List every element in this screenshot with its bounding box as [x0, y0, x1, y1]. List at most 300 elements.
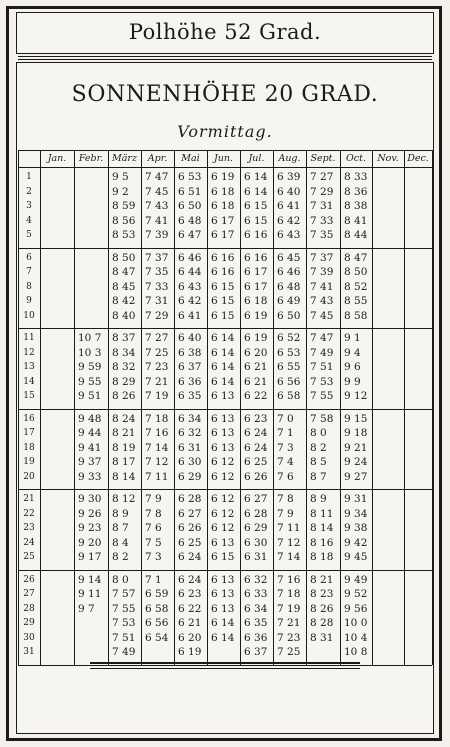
time-value: 6 24	[178, 573, 202, 586]
time-value: 9 26	[78, 507, 102, 520]
day-number: 19	[23, 457, 35, 467]
time-value: 6 31	[178, 441, 202, 454]
time-value: 6 29	[178, 470, 202, 483]
time-value: 9 55	[78, 375, 102, 388]
column-rule	[306, 150, 307, 665]
header-rule-upper	[18, 150, 432, 151]
time-value: 7 31	[310, 200, 334, 212]
time-value: 8 26	[112, 390, 136, 402]
time-value: 6 13	[211, 588, 235, 600]
time-value: 6 14	[211, 346, 235, 359]
time-value: 6 37	[244, 646, 268, 658]
column-rule	[18, 150, 19, 665]
time-value: 8 33	[344, 171, 368, 183]
group-rule	[18, 489, 432, 490]
month-header: Mai	[181, 153, 200, 164]
time-value: 6 34	[244, 602, 268, 615]
time-value: 6 19	[211, 171, 235, 183]
time-value: 6 39	[277, 171, 301, 183]
time-value: 6 14	[211, 375, 235, 388]
time-value: 10 4	[344, 631, 368, 644]
time-value: 6 16	[211, 251, 235, 264]
time-value: 7 3	[145, 551, 162, 563]
time-value: 9 24	[344, 456, 368, 468]
time-value: 8 47	[344, 251, 368, 264]
day-number: 23	[23, 523, 35, 533]
time-value: 7 41	[145, 214, 169, 227]
time-value: 6 14	[244, 171, 268, 183]
time-value: 8 21	[112, 427, 136, 439]
time-value: 6 34	[178, 412, 202, 425]
time-value: 8 59	[112, 200, 136, 212]
time-value: 7 39	[310, 266, 334, 278]
time-value: 7 53	[310, 375, 334, 388]
time-value: 8 58	[344, 309, 368, 322]
time-value: 6 53	[178, 171, 202, 183]
time-value: 6 14	[211, 332, 235, 344]
time-value: 6 32	[178, 427, 202, 439]
table-subtitle: Vormittag.	[177, 122, 273, 141]
time-value: 9 30	[78, 493, 102, 505]
column-rule	[240, 150, 241, 665]
time-value: 9 45	[344, 551, 368, 563]
time-value: 7 23	[145, 361, 169, 373]
time-value: 9 33	[78, 470, 102, 483]
time-value: 6 48	[277, 280, 301, 293]
time-value: 6 36	[178, 375, 202, 388]
month-header: Jun.	[213, 153, 234, 164]
month-header: Oct.	[346, 153, 366, 164]
time-value: 7 14	[277, 551, 301, 563]
time-value: 8 40	[112, 309, 136, 322]
time-value: 6 35	[244, 617, 268, 629]
time-value: 6 18	[211, 185, 235, 198]
time-value: 8 50	[112, 251, 136, 264]
time-value: 6 12	[211, 456, 235, 468]
time-value: 9 7	[78, 602, 95, 615]
column-rule	[207, 150, 208, 665]
time-value: 9 17	[78, 551, 102, 563]
time-value: 9 37	[78, 456, 102, 468]
day-number: 1	[26, 172, 32, 182]
time-value: 7 12	[145, 456, 169, 468]
time-value: 6 24	[244, 441, 268, 454]
time-value: 6 16	[244, 251, 268, 264]
day-number: 24	[23, 537, 35, 548]
time-value: 8 41	[344, 214, 368, 227]
time-value: 8 4	[112, 536, 129, 549]
time-value: 6 32	[244, 573, 268, 586]
time-value: 9 15	[344, 412, 368, 425]
column-rule	[108, 150, 109, 665]
time-value: 7 37	[310, 251, 334, 264]
time-value: 6 18	[211, 200, 235, 212]
time-value: 8 2	[112, 551, 129, 563]
time-value: 7 39	[145, 229, 169, 241]
time-value: 8 9	[310, 493, 327, 505]
time-value: 7 41	[310, 280, 334, 293]
time-value: 6 15	[211, 551, 235, 563]
time-value: 7 3	[277, 441, 294, 454]
time-value: 10 7	[78, 332, 102, 344]
time-value: 6 17	[211, 214, 235, 227]
time-value: 9 51	[78, 390, 102, 402]
time-value: 8 34	[112, 346, 136, 359]
time-value: 6 51	[178, 185, 202, 198]
time-value: 6 12	[211, 507, 235, 520]
time-value: 7 27	[145, 332, 169, 344]
time-value: 6 15	[244, 214, 268, 227]
time-value: 7 27	[310, 171, 334, 183]
time-value: 9 41	[78, 441, 102, 454]
time-value: 9 6	[344, 361, 361, 373]
column-rule	[141, 150, 142, 665]
time-value: 6 13	[211, 573, 235, 586]
time-value: 9 42	[344, 536, 368, 549]
time-value: 6 20	[244, 346, 268, 359]
column-rule	[174, 150, 175, 665]
time-value: 6 59	[145, 588, 169, 600]
time-value: 8 53	[112, 229, 136, 241]
time-value: 7 12	[277, 536, 301, 549]
time-value: 7 6	[277, 470, 294, 483]
time-value: 6 43	[277, 229, 301, 241]
time-value: 8 7	[310, 470, 327, 483]
column-rule	[40, 150, 41, 665]
time-value: 8 31	[310, 631, 334, 644]
time-value: 8 29	[112, 375, 136, 388]
time-value: 6 22	[178, 602, 202, 615]
day-number: 27	[23, 589, 35, 599]
time-value: 7 16	[145, 427, 169, 439]
time-value: 8 18	[310, 551, 334, 563]
time-value: 7 4	[277, 456, 294, 468]
time-value: 6 28	[244, 507, 268, 520]
day-number: 17	[23, 428, 35, 438]
time-value: 8 7	[112, 522, 129, 534]
time-value: 7 35	[145, 266, 169, 278]
time-value: 6 12	[211, 493, 235, 505]
time-value: 6 21	[244, 361, 268, 373]
month-header: Apr.	[147, 153, 168, 164]
header-title: Polhöhe 52 Grad.	[128, 20, 322, 44]
time-value: 7 45	[145, 185, 169, 198]
time-value: 7 47	[145, 171, 169, 183]
time-value: 6 17	[244, 266, 268, 278]
time-value: 6 16	[211, 266, 235, 278]
day-number: 11	[23, 333, 35, 343]
time-value: 8 0	[310, 427, 327, 439]
time-value: 8 11	[310, 507, 334, 520]
group-rule	[18, 409, 432, 410]
time-value: 8 50	[344, 266, 368, 278]
time-value: 7 18	[145, 412, 169, 425]
time-value: 8 45	[112, 280, 136, 293]
time-value: 6 25	[244, 456, 268, 468]
time-value: 6 20	[178, 631, 202, 644]
day-number: 26	[23, 574, 35, 585]
column-rule	[74, 150, 75, 665]
day-number: 14	[23, 376, 35, 387]
time-value: 6 19	[244, 309, 268, 322]
time-value: 9 21	[344, 441, 368, 454]
time-value: 7 19	[277, 602, 301, 615]
time-value: 8 42	[112, 295, 136, 307]
time-value: 7 0	[277, 412, 294, 425]
month-header: Jan.	[47, 153, 67, 164]
time-value: 6 56	[277, 375, 301, 388]
time-value: 8 24	[112, 412, 136, 425]
time-value: 6 27	[178, 507, 202, 520]
time-value: 8 44	[344, 229, 368, 241]
time-value: 6 14	[211, 631, 235, 644]
time-value: 9 5	[112, 171, 129, 183]
time-value: 8 56	[112, 214, 136, 227]
time-value: 8 55	[344, 295, 368, 307]
month-header: Sept.	[310, 153, 336, 164]
time-value: 7 55	[112, 602, 136, 615]
time-value: 8 19	[112, 441, 136, 454]
time-value: 7 21	[145, 375, 169, 388]
time-value: 6 23	[244, 412, 268, 425]
time-value: 6 21	[178, 617, 202, 629]
time-value: 6 36	[244, 631, 268, 644]
time-value: 6 24	[244, 427, 268, 439]
time-value: 6 35	[178, 390, 202, 402]
time-value: 6 56	[145, 617, 169, 629]
time-value: 6 49	[277, 295, 301, 307]
time-value: 6 13	[211, 441, 235, 454]
time-value: 9 18	[344, 427, 368, 439]
column-rule	[432, 150, 433, 665]
time-value: 8 9	[112, 507, 129, 520]
group-rule	[18, 328, 432, 329]
time-value: 6 33	[244, 588, 268, 600]
time-value: 6 23	[178, 588, 202, 600]
time-value: 6 21	[244, 375, 268, 388]
time-value: 6 12	[211, 522, 235, 534]
time-value: 6 25	[178, 536, 202, 549]
time-value: 6 15	[211, 295, 235, 307]
time-value: 7 53	[112, 617, 136, 629]
table-bottom-rule	[18, 665, 432, 666]
time-value: 6 44	[178, 266, 202, 278]
time-value: 6 58	[145, 602, 169, 615]
day-number: 5	[26, 230, 32, 240]
time-value: 6 26	[244, 470, 268, 483]
day-number: 18	[23, 442, 35, 453]
column-rule	[372, 150, 373, 665]
column-rule	[340, 150, 341, 665]
time-value: 6 42	[178, 295, 202, 307]
day-number: 10	[23, 310, 35, 321]
day-number: 29	[23, 618, 35, 628]
time-value: 7 21	[277, 617, 301, 629]
time-value: 9 49	[344, 573, 368, 586]
day-number: 12	[23, 347, 35, 358]
table-title: SONNENHÖHE 20 GRAD.	[71, 82, 379, 107]
time-value: 7 43	[145, 200, 169, 212]
time-value: 6 18	[244, 295, 268, 307]
time-value: 6 54	[145, 631, 169, 644]
day-number: 30	[23, 632, 35, 643]
time-value: 6 30	[244, 536, 268, 549]
time-value: 6 15	[211, 309, 235, 322]
time-value: 7 11	[277, 522, 301, 534]
month-header: Aug.	[278, 153, 301, 164]
time-value: 9 34	[344, 507, 368, 520]
time-value: 7 49	[310, 346, 334, 359]
time-value: 6 26	[178, 522, 202, 534]
day-number: 22	[23, 508, 35, 519]
time-value: 6 13	[211, 412, 235, 425]
time-value: 9 56	[344, 602, 368, 615]
time-value: 6 45	[277, 251, 301, 264]
time-value: 9 12	[344, 390, 368, 402]
time-value: 6 27	[244, 493, 268, 505]
bottom-rule-thin	[90, 668, 360, 669]
time-value: 6 53	[277, 346, 301, 359]
time-value: 7 35	[310, 229, 334, 241]
time-value: 6 42	[277, 214, 301, 227]
time-value: 6 13	[211, 602, 235, 615]
time-value: 6 50	[178, 200, 202, 212]
time-value: 7 58	[310, 412, 334, 425]
time-value: 7 33	[310, 214, 334, 227]
time-value: 6 28	[178, 493, 202, 505]
time-value: 7 9	[277, 507, 294, 520]
time-value: 7 43	[310, 295, 334, 307]
time-value: 8 21	[310, 573, 334, 586]
time-value: 7 51	[112, 631, 136, 644]
group-rule	[18, 248, 432, 249]
time-value: 8 12	[112, 493, 136, 505]
column-rule	[404, 150, 405, 665]
time-value: 7 55	[310, 390, 334, 402]
bottom-rule-thick	[90, 662, 360, 664]
time-value: 8 28	[310, 617, 334, 629]
day-number: 3	[26, 201, 32, 211]
time-value: 6 13	[211, 390, 235, 402]
time-value: 7 57	[112, 588, 136, 600]
time-value: 9 48	[78, 412, 102, 425]
time-value: 8 16	[310, 536, 334, 549]
month-header: Febr.	[78, 153, 104, 164]
day-number: 16	[23, 413, 35, 424]
time-value: 7 33	[145, 280, 169, 293]
time-value: 9 52	[344, 588, 368, 600]
time-value: 9 14	[78, 573, 102, 586]
time-value: 7 47	[310, 332, 334, 344]
time-value: 7 1	[277, 427, 294, 439]
time-value: 8 26	[310, 602, 334, 615]
time-value: 7 6	[145, 522, 162, 534]
time-value: 8 14	[112, 470, 136, 483]
time-value: 7 1	[145, 573, 162, 586]
day-number: 7	[26, 267, 32, 277]
time-value: 8 47	[112, 266, 136, 278]
header-rule-lower	[18, 167, 432, 168]
time-value: 6 37	[178, 361, 202, 373]
time-value: 6 13	[211, 427, 235, 439]
time-value: 7 45	[310, 309, 334, 322]
time-value: 6 47	[178, 229, 202, 241]
time-value: 7 29	[145, 309, 169, 322]
time-value: 6 40	[277, 185, 301, 198]
time-value: 6 14	[244, 185, 268, 198]
time-value: 7 8	[145, 507, 162, 520]
day-number: 2	[26, 186, 32, 197]
time-value: 9 44	[78, 427, 102, 439]
time-value: 7 25	[277, 646, 301, 658]
time-value: 9 27	[344, 470, 368, 483]
time-value: 6 31	[244, 551, 268, 563]
day-number: 31	[23, 647, 35, 657]
time-value: 6 30	[178, 456, 202, 468]
time-value: 8 2	[310, 441, 327, 454]
time-value: 6 24	[178, 551, 202, 563]
time-value: 6 55	[277, 361, 301, 373]
time-value: 9 11	[78, 588, 102, 600]
time-value: 7 49	[112, 646, 136, 658]
time-value: 6 14	[211, 617, 235, 629]
time-value: 6 17	[211, 229, 235, 241]
time-value: 7 5	[145, 536, 162, 549]
time-value: 6 46	[277, 266, 301, 278]
time-value: 7 16	[277, 573, 301, 586]
time-value: 6 38	[178, 346, 202, 359]
time-value: 8 36	[344, 185, 368, 198]
time-value: 6 50	[277, 309, 301, 322]
time-value: 7 19	[145, 390, 169, 402]
time-value: 6 15	[244, 200, 268, 212]
time-value: 10 3	[78, 346, 102, 359]
day-number: 6	[26, 252, 32, 263]
group-rule	[18, 570, 432, 571]
time-value: 8 5	[310, 456, 327, 468]
time-value: 8 0	[112, 573, 129, 586]
day-number: 25	[23, 552, 35, 562]
time-value: 6 22	[244, 390, 268, 402]
time-value: 10 8	[344, 646, 368, 658]
time-value: 7 11	[145, 470, 169, 483]
column-rule	[273, 150, 274, 665]
month-header: Jul.	[248, 153, 265, 164]
time-value: 7 37	[145, 251, 169, 264]
time-value: 10 0	[344, 617, 368, 629]
time-value: 6 19	[178, 646, 202, 658]
time-value: 6 17	[244, 280, 268, 293]
time-value: 8 38	[344, 200, 368, 212]
time-value: 7 14	[145, 441, 169, 454]
time-value: 6 12	[211, 470, 235, 483]
time-value: 9 59	[78, 361, 102, 373]
time-value: 7 25	[145, 346, 169, 359]
time-value: 9 20	[78, 536, 102, 549]
time-value: 6 48	[178, 214, 202, 227]
day-number: 13	[23, 362, 35, 372]
day-number: 8	[26, 281, 32, 292]
time-value: 7 8	[277, 493, 294, 505]
time-value: 6 43	[178, 280, 202, 293]
time-value: 8 52	[344, 280, 368, 293]
time-value: 7 9	[145, 493, 162, 505]
time-value: 7 18	[277, 588, 301, 600]
time-value: 7 51	[310, 361, 334, 373]
day-number: 15	[23, 391, 35, 401]
day-number: 28	[23, 603, 35, 614]
time-value: 7 31	[145, 295, 169, 307]
